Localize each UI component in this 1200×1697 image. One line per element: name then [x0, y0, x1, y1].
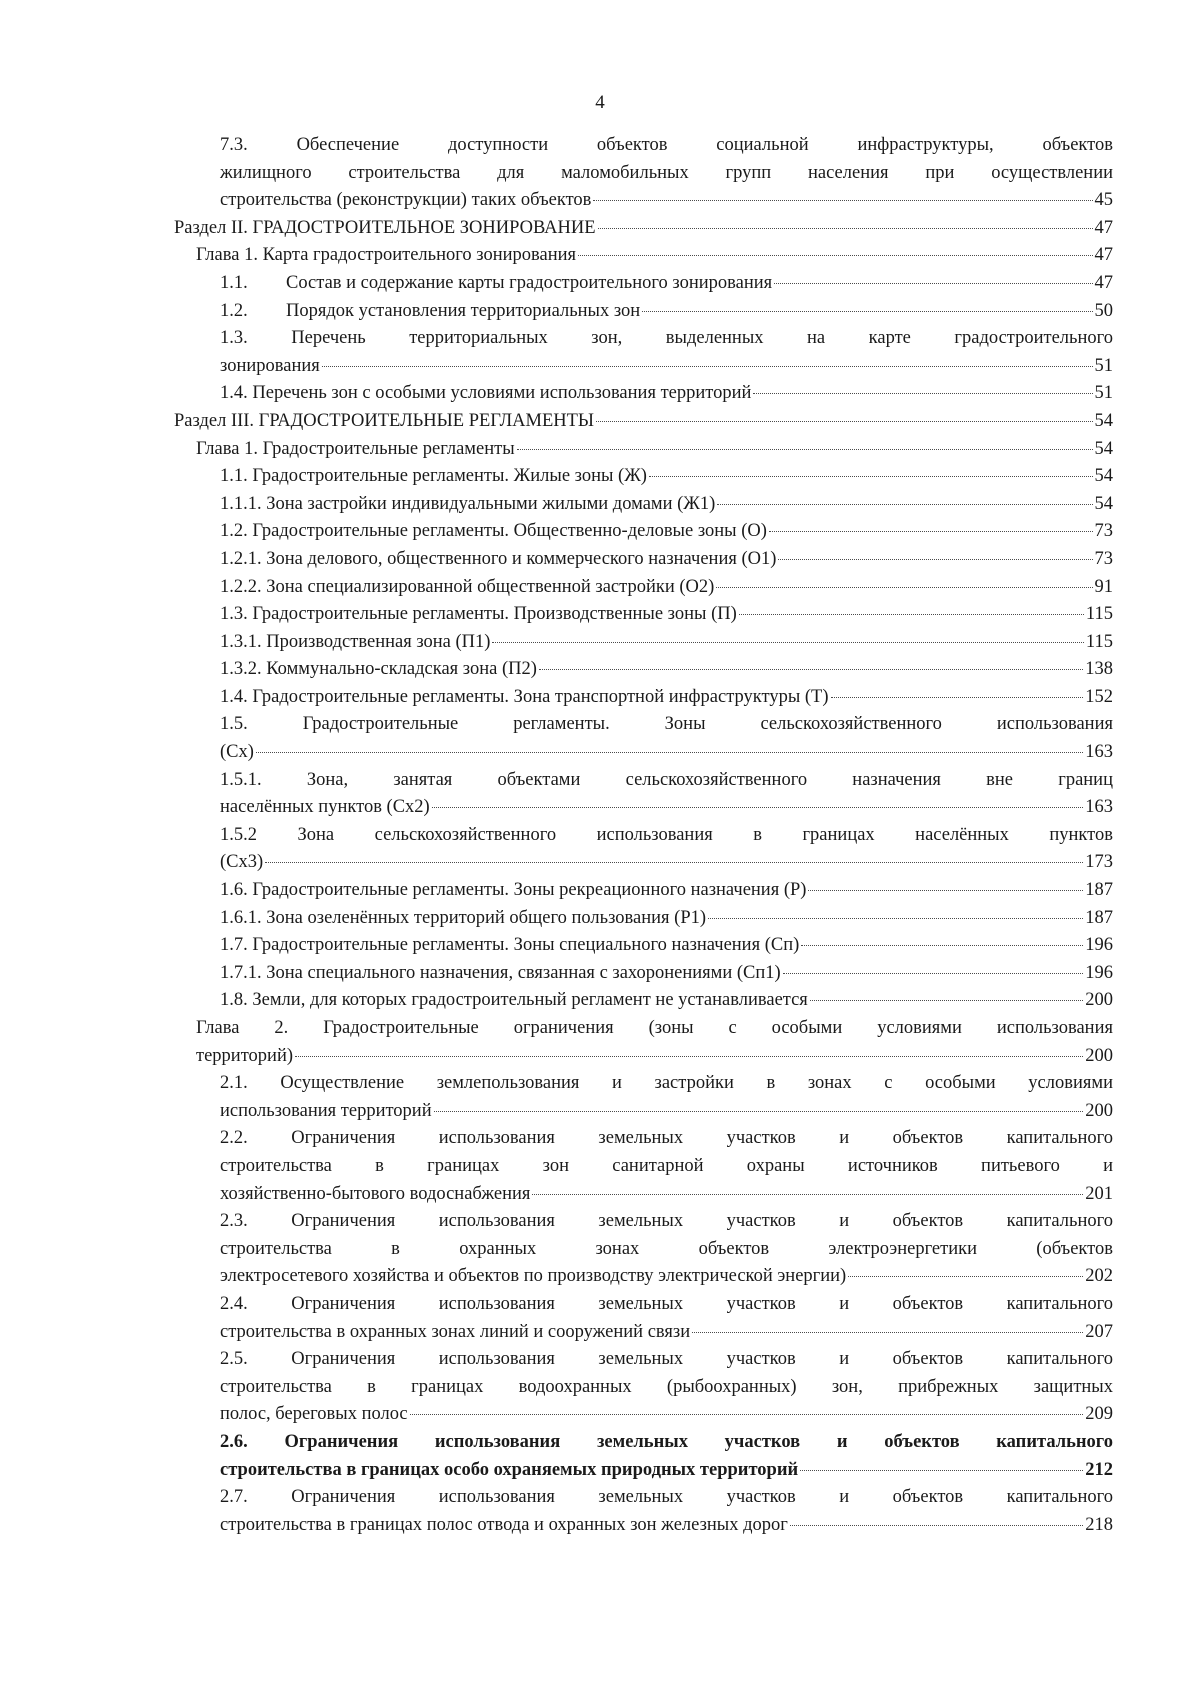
toc-entry-line: 2.1. Осуществление землепользования и застройки в зонах с особыми условиями [220, 1073, 1113, 1094]
toc-page-number: 218 [1085, 1514, 1113, 1535]
dot-leader [739, 614, 1084, 615]
toc-entry-line: 1.5.1. Зона, занятая объектами сельскохозяйственного назначения вне границ [220, 769, 1113, 790]
toc-page-number: 196 [1085, 935, 1113, 956]
toc-page-number: 51 [1094, 383, 1113, 404]
dot-leader [717, 504, 1092, 505]
dot-leader [295, 1056, 1083, 1057]
toc-entry-title: Состав и содержание карты градостроительного зонирования [286, 272, 773, 293]
toc-entry-title: строительства в границах полос отвода и охранных зон железных дорог [220, 1514, 788, 1535]
toc-entry-line: 1.5. Градостроительные регламенты. Зоны сельскохозяйственного использования [220, 714, 1113, 735]
toc-entry [220, 905, 1113, 933]
toc-entry-line: жилищного строительства для маломобильных групп населения при осуществлении [220, 162, 1113, 183]
dot-leader [808, 890, 1083, 891]
toc-entry-title: полос, береговых полос [220, 1404, 408, 1425]
dot-leader [642, 311, 1092, 312]
toc-page-number: 73 [1094, 548, 1113, 569]
toc-entry-title: 1.7. Градостроительные регламенты. Зоны специального назначения (Сп) [220, 935, 800, 956]
toc-entry [220, 132, 1113, 215]
toc-page-number: 152 [1085, 686, 1113, 707]
toc-page-number: 201 [1085, 1183, 1113, 1204]
toc-entry-line: 2.6. Ограничения использования земельных участков и объектов капитального [220, 1431, 1113, 1452]
toc-entry [220, 656, 1113, 684]
toc-entry-title: (Сх) [220, 742, 254, 763]
toc-entry-title: 1.2. Градостроительные регламенты. Общественно-деловые зоны (О) [220, 521, 767, 542]
toc-entry [220, 518, 1113, 546]
toc-entry-last-line [220, 629, 1113, 657]
toc-entry [220, 1125, 1113, 1208]
toc-entry-last-line [220, 574, 1113, 602]
toc-page-number: 73 [1094, 521, 1113, 542]
toc-entry-title: Порядок установления территориальных зон [286, 300, 641, 321]
toc-entry [220, 932, 1113, 960]
toc-entry-title: 1.6.1. Зона озеленённых территорий общего пользования (Р1) [220, 907, 707, 928]
toc-entry-title: территорий) [196, 1045, 293, 1066]
toc-entry-line: 2.3. Ограничения использования земельных участков и объектов капитального [220, 1211, 1113, 1232]
toc-entry [220, 1208, 1113, 1291]
dot-leader [432, 807, 1084, 808]
dot-leader [778, 559, 1092, 560]
toc-entry [220, 711, 1113, 766]
toc-entry-line: строительства в охранных зонах объектов электроэнергетики (объектов [220, 1238, 1113, 1259]
toc-entry [196, 242, 1113, 270]
dot-leader [716, 587, 1092, 588]
toc-entry [196, 436, 1113, 464]
toc-entry-line: строительства в границах водоохранных (рыбоохранных) зон, прибрежных защитных [220, 1376, 1113, 1397]
toc-entry [196, 1015, 1113, 1070]
toc-entry-title: 1.2.2. Зона специализированной общественной застройки (О2) [220, 576, 715, 597]
toc-page-number: 47 [1094, 217, 1113, 238]
dot-leader [800, 1470, 1083, 1471]
toc-entry-title: строительства (реконструкции) таких объектов [220, 190, 592, 211]
toc-entry-last-line [220, 601, 1113, 629]
toc-entry-last-line [220, 1512, 1113, 1540]
toc-entry-last-line [220, 187, 1113, 215]
toc-entry [220, 1070, 1113, 1125]
toc-entry-last-line [220, 905, 1113, 933]
toc-entry-last-line [196, 436, 1113, 464]
toc-entry-last-line [220, 960, 1113, 988]
toc-entry-title: строительства в границах особо охраняемых природных территорий [220, 1459, 799, 1480]
dot-leader [532, 1194, 1083, 1195]
toc-entry-last-line [220, 1457, 1113, 1485]
dot-leader [708, 918, 1083, 919]
toc-entry-title: 1.1.1. Зона застройки индивидуальными жилыми домами (Ж1) [220, 493, 716, 514]
toc-entry-last-line [220, 794, 1113, 822]
toc-entry-title: 1.3.1. Производственная зона (П1) [220, 631, 491, 652]
toc-entry-title: 1.8. Земли, для которых градостроительный регламент не устанавливается [220, 990, 808, 1011]
toc-entry-line: 2.4. Ограничения использования земельных участков и объектов капитального [220, 1293, 1113, 1314]
toc-page-number: 202 [1085, 1266, 1113, 1287]
toc-entry-line: 2.2. Ограничения использования земельных участков и объектов капитального [220, 1128, 1113, 1149]
toc-page-number: 163 [1085, 742, 1113, 763]
toc-entry-number: 1.1. [220, 272, 248, 293]
toc-entry [220, 987, 1113, 1015]
toc-entry [174, 215, 1113, 243]
dot-leader [596, 421, 1092, 422]
toc-entry-title: (Сх3) [220, 852, 264, 873]
toc-entry-line: 1.3. Перечень территориальных зон, выделенных на карте градостроительного [220, 328, 1113, 349]
toc-entry-title: 1.2.1. Зона делового, общественного и коммерческого назначения (О1) [220, 548, 777, 569]
dot-leader [265, 862, 1083, 863]
dot-leader [434, 1111, 1084, 1112]
toc-entry-last-line [220, 518, 1113, 546]
toc-entry [174, 408, 1113, 436]
toc-entry-last-line [220, 1263, 1113, 1291]
toc-page-number: 200 [1085, 1100, 1113, 1121]
toc-page-number: 173 [1085, 852, 1113, 873]
toc-page-number: 196 [1085, 962, 1113, 983]
toc-entry [220, 960, 1113, 988]
toc-entry-last-line [220, 1181, 1113, 1209]
dot-leader [256, 752, 1083, 753]
toc-entry-last-line [220, 684, 1113, 712]
toc-entry-line: 1.5.2 Зона сельскохозяйственного использования в границах населённых пунктов [220, 824, 1113, 845]
toc-entry-number: 1.2. [220, 300, 248, 321]
dot-leader [790, 1525, 1083, 1526]
toc-page-number: 212 [1085, 1459, 1113, 1480]
toc-entry-last-line [220, 1319, 1113, 1347]
dot-leader [322, 366, 1093, 367]
toc-page-number: 209 [1085, 1404, 1113, 1425]
toc-entry-title: электросетевого хозяйства и объектов по производству электрической энергии) [220, 1266, 847, 1287]
dot-leader [783, 973, 1084, 974]
dot-leader [769, 531, 1093, 532]
toc-entry [220, 1484, 1113, 1539]
toc-entry [220, 270, 1113, 298]
toc-page-number: 138 [1085, 659, 1113, 680]
toc-page-number: 47 [1094, 272, 1113, 293]
toc-entry-title: 1.4. Градостроительные регламенты. Зона транспортной инфраструктуры (Т) [220, 686, 829, 707]
toc-page-number: 51 [1094, 355, 1113, 376]
toc-entry-last-line [220, 849, 1113, 877]
toc-entry-head [220, 270, 1113, 298]
toc-page-number: 50 [1094, 300, 1113, 321]
dot-leader [774, 283, 1092, 284]
toc-entry-title: Раздел III. ГРАДОСТРОИТЕЛЬНЫЕ РЕГЛАМЕНТЫ [174, 410, 595, 431]
dot-leader [517, 449, 1093, 450]
toc-entry-line: 2.5. Ограничения использования земельных участков и объектов капитального [220, 1349, 1113, 1370]
toc-entry-line: 2.7. Ограничения использования земельных участков и объектов капитального [220, 1487, 1113, 1508]
toc-entry [220, 767, 1113, 822]
toc-entry-last-line [196, 242, 1113, 270]
table-of-contents [0, 132, 1200, 1539]
toc-page-number: 115 [1085, 604, 1113, 625]
toc-entry-last-line [220, 380, 1113, 408]
toc-entry-last-line [220, 656, 1113, 684]
toc-entry-title: Глава 1. Карта градостроительного зонирования [196, 245, 577, 266]
toc-page-number: 163 [1085, 797, 1113, 818]
toc-entry [220, 684, 1113, 712]
toc-entry [220, 325, 1113, 380]
toc-entry-last-line [220, 987, 1113, 1015]
toc-entry [220, 380, 1113, 408]
toc-entry [220, 601, 1113, 629]
toc-page-number: 187 [1085, 880, 1113, 901]
toc-entry-last-line [220, 1098, 1113, 1126]
toc-entry-title: населённых пунктов (Сх2) [220, 797, 430, 818]
dot-leader [848, 1276, 1083, 1277]
toc-entry [220, 546, 1113, 574]
dot-leader [578, 255, 1092, 256]
toc-entry [220, 298, 1113, 326]
toc-entry-line: строительства в границах зон санитарной охраны источников питьевого и [220, 1155, 1113, 1176]
toc-page-number: 54 [1094, 410, 1113, 431]
toc-entry [220, 877, 1113, 905]
toc-page-number: 54 [1094, 438, 1113, 459]
toc-entry-line: 7.3. Обеспечение доступности объектов социальной инфраструктуры, объектов [220, 135, 1113, 155]
toc-entry-last-line [220, 353, 1113, 381]
toc-entry [220, 574, 1113, 602]
dot-leader [649, 476, 1093, 477]
toc-entry-last-line [220, 739, 1113, 767]
dot-leader [410, 1414, 1084, 1415]
toc-entry [220, 1346, 1113, 1429]
toc-entry-title: 1.6. Градостроительные регламенты. Зоны рекреационного назначения (Р) [220, 880, 807, 901]
toc-entry-last-line [174, 408, 1113, 436]
toc-entry-last-line [220, 1401, 1113, 1429]
toc-entry-last-line [220, 491, 1113, 519]
toc-entry [220, 463, 1113, 491]
toc-entry-title: 1.4. Перечень зон с особыми условиями использования территорий [220, 383, 752, 404]
toc-page-number: 187 [1085, 907, 1113, 928]
toc-page-number: 91 [1094, 576, 1113, 597]
toc-entry-last-line [220, 463, 1113, 491]
toc-page-number: 47 [1094, 245, 1113, 266]
toc-entry [220, 822, 1113, 877]
toc-entry-last-line [174, 215, 1113, 243]
toc-page-number: 54 [1094, 466, 1113, 487]
toc-entry-last-line [220, 877, 1113, 905]
toc-entry-title: 1.1. Градостроительные регламенты. Жилые зоны (Ж) [220, 466, 647, 487]
dot-leader [692, 1332, 1083, 1333]
toc-entry-title: хозяйственно-бытового водоснабжения [220, 1183, 531, 1204]
toc-entry-line: Глава 2. Градостроительные ограничения (зоны с особыми условиями использования [196, 1018, 1113, 1038]
dot-leader [492, 642, 1083, 643]
toc-page-number: 54 [1094, 493, 1113, 514]
toc-entry [220, 491, 1113, 519]
toc-entry-title: 1.3.2. Коммунально-складская зона (П2) [220, 659, 537, 680]
toc-page-number: 200 [1085, 990, 1113, 1011]
toc-entry [220, 629, 1113, 657]
toc-entry-last-line [220, 546, 1113, 574]
toc-entry-title: использования территорий [220, 1100, 432, 1121]
toc-page-number: 207 [1085, 1321, 1113, 1342]
toc-entry-title: 1.3. Градостроительные регламенты. Производственные зоны (П) [220, 604, 737, 625]
toc-page-number: 45 [1094, 190, 1113, 211]
dot-leader [831, 697, 1084, 698]
dot-leader [753, 393, 1092, 394]
toc-entry-title: зонирования [220, 355, 320, 376]
toc-entry-title: 1.7.1. Зона специального назначения, связанная с захоронениями (Сп1) [220, 962, 781, 983]
dot-leader [539, 669, 1083, 670]
dot-leader [593, 200, 1092, 201]
dot-leader [801, 945, 1083, 946]
toc-entry-last-line [220, 932, 1113, 960]
toc-entry-title: Глава 1. Градостроительные регламенты [196, 438, 515, 459]
toc-entry-title: строительства в охранных зонах линий и сооружений связи [220, 1321, 691, 1342]
dot-leader [810, 1000, 1083, 1001]
toc-page-number: 200 [1085, 1045, 1113, 1066]
dot-leader [598, 228, 1093, 229]
toc-entry [220, 1429, 1113, 1484]
toc-entry-title: Раздел II. ГРАДОСТРОИТЕЛЬНОЕ ЗОНИРОВАНИЕ [174, 217, 596, 238]
toc-entry-last-line [196, 1043, 1113, 1071]
page-number: 4 [595, 92, 605, 113]
toc-entry-head [220, 298, 1113, 326]
toc-page-number: 115 [1085, 631, 1113, 652]
toc-entry [220, 1291, 1113, 1346]
